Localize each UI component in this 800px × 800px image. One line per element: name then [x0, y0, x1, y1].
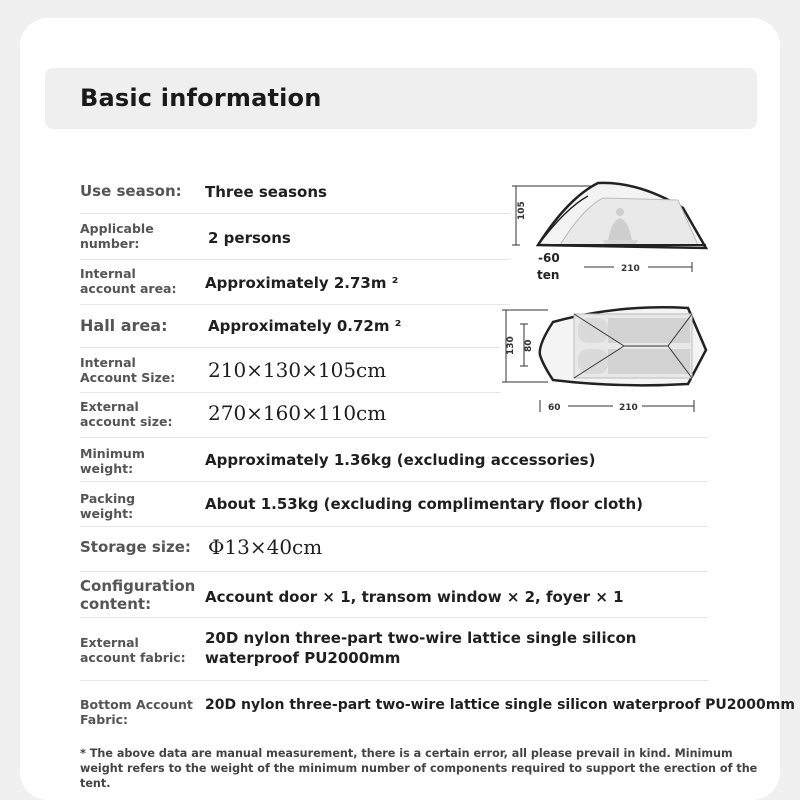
- external-size-label: External account size:: [80, 399, 173, 429]
- internal-size-value: 210×130×105cm: [208, 358, 387, 382]
- footnote: * The above data are manual measurement, there is a certain error, all please prevail in kind. Minimum weight refers to the weight of the minimum number of components required to support the erection of the tent.: [80, 747, 758, 790]
- bottom-fabric-value: 20D nylon three-part two-wire lattice single silicon waterproof PU2000mm: [205, 697, 795, 713]
- configuration-label: Configuration content:: [80, 577, 196, 613]
- top-width-outer-label: 130: [506, 336, 516, 355]
- side-front-label: -60: [538, 251, 560, 265]
- side-length-label: 210: [621, 264, 640, 274]
- external-size-value: 270×160×110cm: [208, 401, 387, 425]
- storage-size-value: Φ13×40cm: [208, 535, 323, 559]
- row-divider: [80, 213, 510, 214]
- configuration-value: Account door × 1, transom window × 2, foyer × 1: [205, 588, 624, 606]
- applicable-number-label: Applicable number:: [80, 221, 154, 251]
- internal-size-label: Internal Account Size:: [80, 355, 176, 385]
- tent-top-view-diagram: [498, 300, 708, 420]
- hall-area-value: Approximately 0.72m ²: [208, 317, 402, 335]
- row-divider: [80, 680, 708, 681]
- side-height-label: 105: [517, 201, 527, 220]
- top-front-label: 60: [548, 403, 561, 413]
- use-season-label: Use season:: [80, 182, 182, 200]
- external-fabric-label: External account fabric:: [80, 635, 186, 665]
- bottom-fabric-label: Bottom Account Fabric:: [80, 697, 193, 727]
- row-divider: [80, 526, 708, 527]
- minimum-weight-value: Approximately 1.36kg (excluding accessories): [205, 451, 596, 469]
- page-title: Basic information: [80, 84, 322, 112]
- row-divider: [80, 617, 708, 618]
- hall-area-label: Hall area:: [80, 316, 168, 335]
- packing-weight-value: About 1.53kg (excluding complimentary floor cloth): [205, 495, 644, 513]
- top-length-label: 210: [619, 403, 638, 413]
- row-divider: [80, 392, 500, 393]
- row-divider: [80, 347, 500, 348]
- external-fabric-value: 20D nylon three-part two-wire lattice single silicon waterproof PU2000mm: [205, 629, 637, 667]
- top-width-inner-label: 80: [524, 339, 534, 352]
- row-divider: [80, 481, 708, 482]
- internal-area-value: Approximately 2.73m ²: [205, 274, 399, 292]
- internal-area-label: Internal account area:: [80, 266, 177, 296]
- tent-side-view-diagram: [508, 178, 708, 288]
- side-front-unit: ten: [537, 268, 560, 282]
- row-divider: [80, 304, 510, 305]
- use-season-value: Three seasons: [205, 183, 327, 201]
- packing-weight-label: Packing weight:: [80, 491, 136, 521]
- minimum-weight-label: Minimum weight:: [80, 446, 145, 476]
- row-divider: [80, 571, 708, 572]
- row-divider: [80, 259, 510, 260]
- storage-size-label: Storage size:: [80, 538, 191, 556]
- applicable-number-value: 2 persons: [208, 229, 291, 247]
- row-divider: [80, 437, 708, 438]
